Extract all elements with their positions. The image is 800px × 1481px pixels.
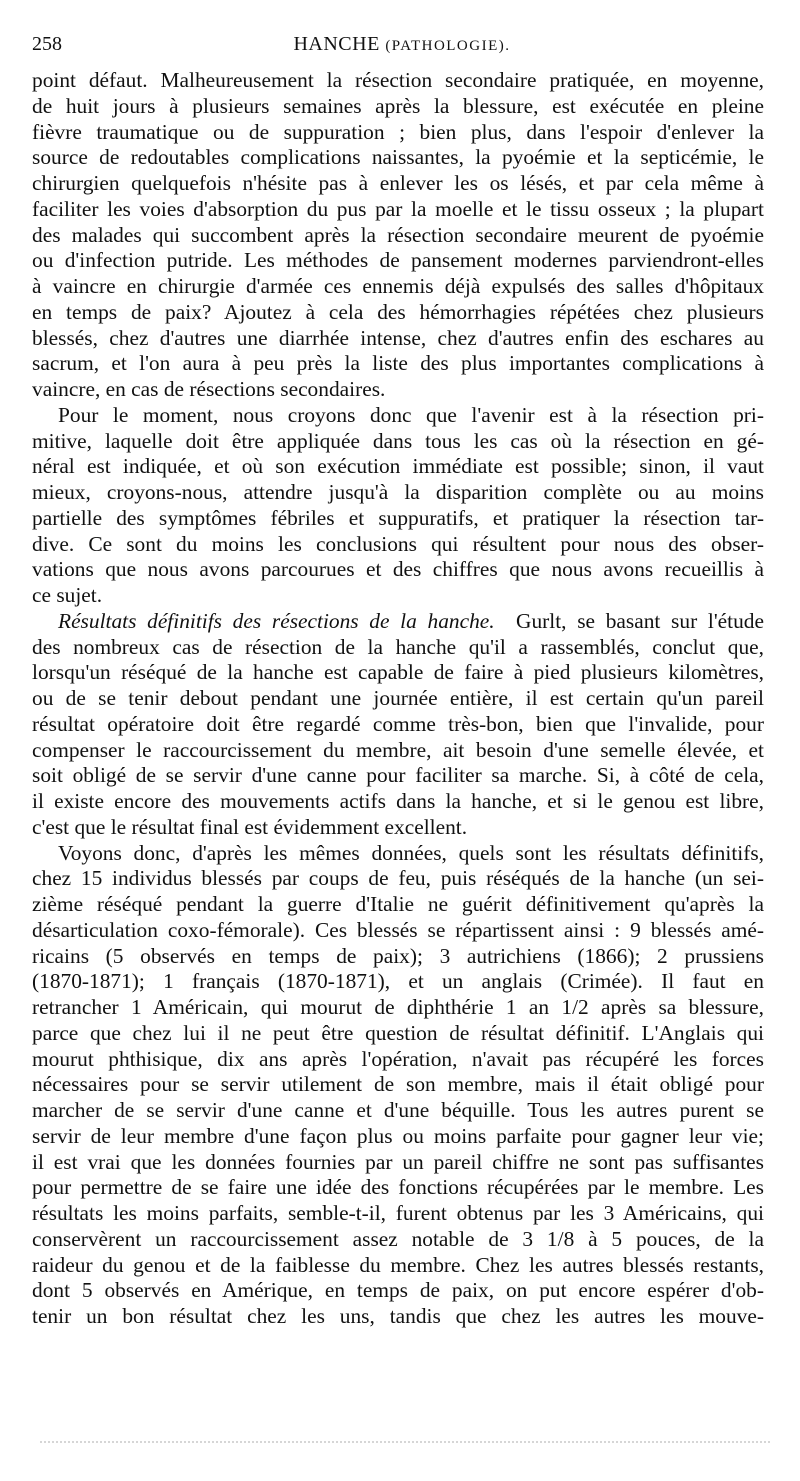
- text-line: blessés, chez d'autres une diarrhée intense, chez d'autres enfin des eschares au: [32, 325, 764, 350]
- text-line: raideur du genou et de la faiblesse du membre. Chez les autres blessés restants,: [32, 1252, 764, 1277]
- text-line: néral est indiquée, et où son exécution immédiate est possible; sinon, il vaut: [32, 454, 764, 479]
- text-line: zième réséqué pendant la guerre d'Italie ne guérit définitivement qu'après la: [32, 892, 764, 916]
- text-line: ou d'infection putride. Les méthodes de pansement modernes parviendront-elles: [32, 248, 764, 273]
- text-line: des nombreux cas de résection de la hanche qu'il a rassemblés, conclut que,: [32, 634, 764, 659]
- text-line: pour permettre de se faire une idée des fonctions récupérées par le membre. Les: [32, 1175, 764, 1200]
- text-line: lorsqu'un réséqué de la hanche est capable de faire à pied plusieurs kilomètres,: [32, 660, 764, 685]
- text-line: mourut phthisique, dix ans après l'opération, n'avait pas récupéré les forces: [32, 1046, 764, 1071]
- text-fragment: Gurlt, se basant sur l'étude: [516, 608, 764, 633]
- bottom-edge-artifact: [40, 1441, 770, 1445]
- text-line: partielle des symptômes fébriles et suppuratifs, et pratiquer la résection tar-: [32, 505, 764, 530]
- text-line: marcher de se servir d'une canne et d'une béquille. Tous les autres purent se: [32, 1098, 764, 1122]
- text-line: ou de se tenir debout pendant une journée entière, il est certain qu'un pareil: [32, 686, 764, 710]
- text-line: en temps de paix? Ajoutez à cela des hémorrhagies répétées chez plusieurs: [32, 299, 764, 324]
- text-line: compenser le raccourcissement du membre, ait besoin d'une semelle élevée, et: [32, 737, 764, 762]
- paragraph-3: [32, 609, 764, 841]
- text-line: vations que nous avons parcourues et des chiffres que nous avons recueillis à: [32, 557, 764, 582]
- paragraph-4: [32, 841, 764, 1330]
- page-header: [32, 30, 772, 58]
- paragraph-2: [32, 403, 764, 609]
- section-heading-line: [32, 609, 764, 635]
- text-line: désarticulation coxo-fémorale). Ces blessés se répartissent ainsi : 9 blessés amé-: [32, 917, 764, 942]
- body-text: [32, 68, 764, 1330]
- text-line: Pour le moment, nous croyons donc que l'avenir est à la résection pri-: [58, 402, 764, 427]
- text-line: Voyons donc, d'après les mêmes données, quels sont les résultats définitifs,: [58, 840, 764, 865]
- text-line: ce sujet.: [32, 583, 103, 607]
- text-line: nécessaires pour se servir utilement de son membre, mais il était obligé pour: [32, 1072, 764, 1097]
- text-line: de huit jours à plusieurs semaines après la blessure, est exécutée en pleine: [32, 93, 764, 118]
- text-line: tenir un bon résultat chez les uns, tandis que chez les autres les mouve-: [32, 1304, 764, 1328]
- running-title: [32, 30, 772, 60]
- text-line: vaincre, en cas de résections secondaires.: [32, 377, 386, 401]
- paragraph-1: [32, 68, 764, 403]
- text-line: chirurgien quelquefois n'hésite pas à enlever les os lésés, et par cela même à: [32, 171, 764, 195]
- text-line: conservèrent un raccourcissement assez notable de 3 1/8 à 5 pouces, de la: [32, 1226, 764, 1251]
- text-line: à vaincre en chirurgie d'armée ces ennemis déjà expulsés des salles d'hôpitaux: [32, 274, 764, 298]
- text-line: dont 5 observés en Amérique, en temps de paix, on put encore espérer d'ob-: [32, 1278, 764, 1303]
- text-line: résultats les moins parfaits, semble-t-il, furent obtenus par les 3 Américains, qui: [32, 1201, 764, 1225]
- text-line: des malades qui succombent après la résection secondaire meurent de pyoémie: [32, 222, 764, 247]
- text-line: point défaut. Malheureusement la résection secondaire pratiquée, en moyenne,: [32, 68, 764, 92]
- text-line: ricains (5 observés en temps de paix); 3 autrichiens (1866); 2 prussiens: [32, 943, 764, 968]
- text-line: retrancher 1 Américain, qui mourut de diphthérie 1 an 1/2 après sa blessure,: [32, 995, 764, 1019]
- text-line: résultat opératoire doit être regardé comme très-bon, bien que l'invalide, pour: [32, 711, 764, 736]
- text-line: chez 15 individus blessés par coups de feu, puis réséqués de la hanche (un sei-: [32, 866, 764, 891]
- text-line: mitive, laquelle doit être appliquée dans tous les cas où la résection en gé-: [32, 428, 764, 453]
- text-line: soit obligé de se servir d'une canne pour faciliter sa marche. Si, à côté de cela,: [32, 763, 764, 788]
- text-line: parce que chez lui il ne peut être question de résultat définitif. L'Anglais qui: [32, 1020, 764, 1045]
- text-line: (1870-1871); 1 français (1870-1871), et un anglais (Crimée). Il faut en: [32, 969, 764, 994]
- text-line: il existe encore des mouvements actifs dans la hanche, et si le genou est libre,: [32, 789, 764, 813]
- text-line: faciliter les voies d'absorption du pus par la moelle et le tissu osseux ; la plupart: [32, 196, 764, 221]
- running-title-main: HANCHE: [293, 33, 380, 55]
- text-line: servir de leur membre d'une façon plus ou moins parfaite pour gagner leur vie;: [32, 1123, 764, 1148]
- text-line: mieux, croyons-nous, attendre jusqu'à la disparition complète ou au moins: [32, 480, 764, 504]
- text-line: il est vrai que les données fournies par un pareil chiffre ne sont pas suffisantes: [32, 1149, 764, 1174]
- text-line: c'est que le résultat final est évidemment excellent.: [32, 814, 468, 839]
- text-line: source de redoutables complications naissantes, la pyoémie et la septicémie, le: [32, 145, 764, 170]
- page-number: 258: [32, 33, 62, 55]
- running-title-subtitle: (PATHOLOGIE).: [385, 38, 511, 54]
- text-line: dive. Ce sont du moins les conclusions qui résultent pour nous des obser-: [32, 531, 764, 556]
- section-heading: Résultats définitifs des résections de la hanche.: [58, 608, 495, 633]
- text-line: fièvre traumatique ou de suppuration ; bien plus, dans l'espoir d'enlever la: [32, 119, 764, 144]
- text-line: sacrum, et l'on aura à peu près la liste des plus importantes complications à: [32, 351, 764, 376]
